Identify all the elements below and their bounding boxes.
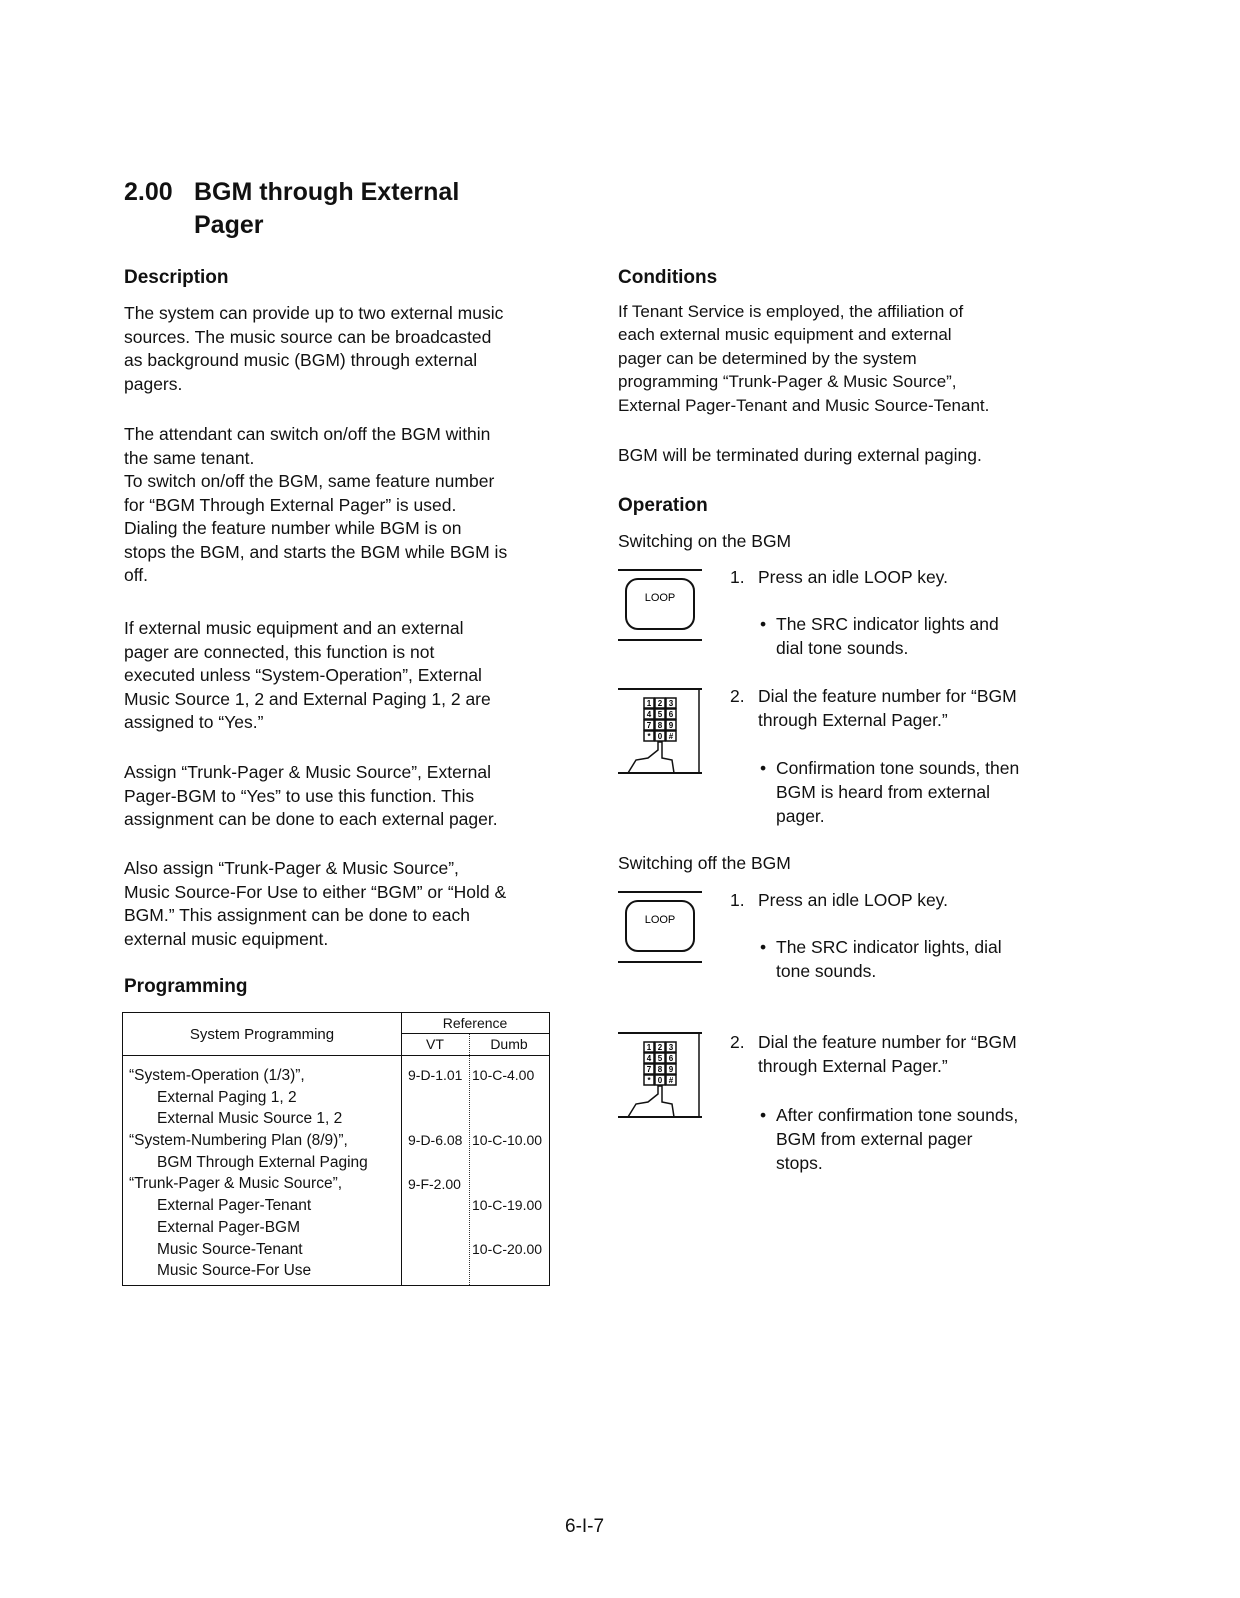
section-number: 2.00 [124,178,173,206]
table-row: External Music Source 1, 2 [157,1110,343,1128]
keypad-key: * [647,1076,651,1085]
keypad-key: 9 [668,1065,674,1074]
table-row: Music Source-For Use [157,1262,312,1280]
step-number: 2. [730,686,745,706]
table-divider [401,1033,549,1034]
operation-title: Operation [618,495,708,516]
step-note-text: The SRC indicator lights, dial tone sounds. [776,937,1002,981]
table-row: Music Source-Tenant [157,1240,303,1258]
table-header-reference: Reference [442,1015,508,1031]
keypad-icon [618,1032,702,1118]
table-header-vt: VT [426,1036,444,1052]
table-header-dumb: Dumb [490,1036,528,1052]
table-row: External Paging 1, 2 [157,1088,297,1106]
keypad-key: 6 [668,1054,674,1063]
table-cell-vt: 9-D-6.08 [408,1132,463,1149]
step-note-text: Confirmation tone sounds, then BGM is heard from external pager. [776,758,1020,826]
keypad-key: 4 [646,710,652,719]
table-row: “System-Numbering Plan (8/9)”, [129,1132,348,1150]
step-text: Dial the feature number for “BGM through External Pager.” [758,1032,1017,1076]
step-text: Press an idle LOOP key. [758,567,948,587]
table-row: “System-Operation (1/3)”, [129,1067,305,1084]
description-paragraph-2: The attendant can switch on/off the BGM within the same tenant. To switch on/off the BGM, same feature number for “BGM Through External Pager” is used. Dialing the feature number while BGM is on stops the BGM, and starts the BGM while BGM is off. [124,424,508,585]
keypad-key: 1 [646,1043,652,1052]
description-paragraph-3: If external music equipment and an external pager are connected, this function is not executed unless “System-Operation”, External Music Source 1, 2 and External Paging 1, 2 are assigned to “Yes.” [124,618,491,732]
keypad-key: # [668,732,674,741]
table-divider [469,1033,470,1285]
table-divider [123,1055,549,1056]
keypad-key: 1 [646,699,652,708]
section-title-line1: BGM through External [194,178,460,206]
programming-title: Programming [124,976,248,997]
keypad-key: 2 [657,1043,663,1052]
section-heading [124,176,459,242]
step-number: 1. [730,567,745,587]
keypad-key: 0 [657,1076,663,1085]
table-cell-dumb: 10-C-20.00 [472,1240,543,1257]
step-note-text: After confirmation tone sounds, BGM from external pager stops. [776,1105,1019,1173]
keypad-key: 5 [657,1054,663,1063]
keypad-icon [618,688,702,774]
keypad-key: 8 [657,1065,663,1074]
keypad-key: 3 [668,1043,674,1052]
table-row: “Trunk-Pager & Music Source”, [129,1175,343,1193]
step-number: 1. [730,890,745,910]
table-body [129,1065,401,1282]
table-cell-dumb: 10-C-19.00 [472,1197,543,1214]
table-row: External Pager-Tenant [157,1197,312,1215]
keypad-key: 4 [646,1054,652,1063]
keypad-key: 7 [646,1065,652,1074]
table-cell-vt: 9-D-1.01 [408,1067,463,1083]
description-paragraph-5: Also assign “Trunk-Pager & Music Source”, Music Source-For Use to either “BGM” or “Hold & BGM.” This assignment can be done to each external music equipment. [124,858,507,949]
loop-key-label: LOOP [644,914,676,926]
keypad-key: 6 [668,710,674,719]
description-title: Description [124,267,229,288]
description-paragraph-1: The system can provide up to two external music sources. The music source can be broadcasted as background music (BGM) through external pagers. [124,303,504,394]
loop-key-icon [618,891,702,963]
table-header-system-programming: System Programming [189,1025,335,1043]
switch-off-title: Switching off the BGM [618,853,791,873]
step-text: Dial the feature number for “BGM through External Pager.” [758,686,1017,730]
description-paragraph-4: Assign “Trunk-Pager & Music Source”, External Pager-BGM to “Yes” to use this function. This assignment can be done to each external pager. [124,762,498,829]
keypad-key: 3 [668,699,674,708]
keypad-key: 9 [668,721,674,730]
keypad-key: * [647,732,651,741]
keypad-key: 5 [657,710,663,719]
step-note-text: The SRC indicator lights and dial tone sounds. [776,614,999,658]
conditions-title: Conditions [618,267,718,288]
keypad-key: 0 [657,732,663,741]
keypad-key: 2 [657,699,663,708]
table-row: External Pager-BGM [157,1218,300,1236]
section-title-line2: Pager [194,211,264,239]
programming-table [122,1012,550,1286]
conditions-paragraph-1: If Tenant Service is employed, the affiliation of each external music equipment and external pager can be determined by the system programming “Trunk-Pager & Music Source”, External Pager-Tenant and Music Source-Tenant. [618,302,990,415]
table-divider [401,1013,402,1285]
loop-key-label: LOOP [644,592,676,604]
table-cell-dumb: 10-C-10.00 [472,1132,543,1149]
table-cell-dumb: 10-C-4.00 [472,1067,535,1083]
conditions-paragraph-2: BGM will be terminated during external paging. [618,445,982,465]
loop-key-icon [618,569,702,641]
switch-on-title: Switching on the BGM [618,531,792,551]
keypad-key: 8 [657,721,663,730]
table-row: BGM Through External Paging [157,1153,368,1171]
table-cell-vt: 9-F-2.00 [408,1175,461,1192]
keypad-key: 7 [646,721,652,730]
page-number: 6-I-7 [565,1516,605,1537]
step-number: 2. [730,1032,745,1052]
step-text: Press an idle LOOP key. [758,890,948,910]
keypad-key: # [668,1076,674,1085]
